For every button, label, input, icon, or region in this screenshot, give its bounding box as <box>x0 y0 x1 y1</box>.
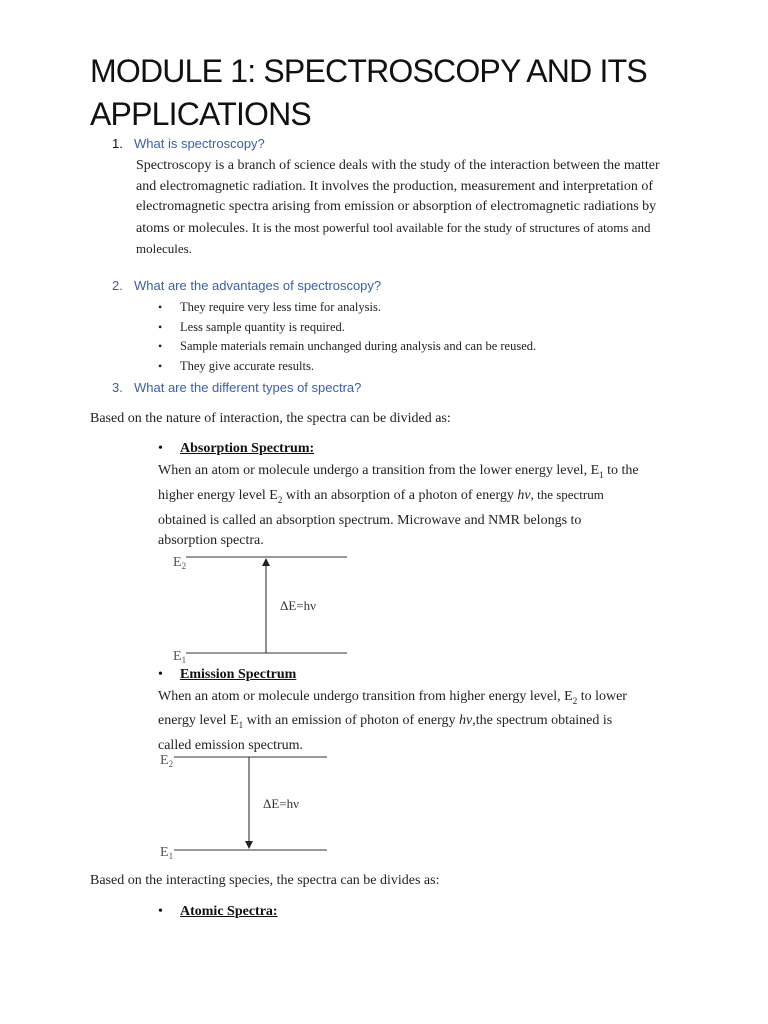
question-3-text: What are the different types of spectra? <box>134 380 362 395</box>
emission-e2-sub: 2 <box>168 759 174 769</box>
atomic-spectra-heading: • Atomic Spectra: <box>158 904 278 920</box>
emission-description <box>158 687 698 756</box>
absorption-delta-label: ΔE=hν <box>280 598 317 613</box>
interaction-intro: Based on the nature of interaction, the spectra can be divided as: <box>90 411 451 426</box>
emission-e1-label <box>160 845 173 861</box>
absorption-e2-sub: 2 <box>181 561 187 571</box>
absorption-line-2-sub: 2 <box>277 495 283 506</box>
absorption-line-2 <box>158 485 698 510</box>
question-2-number: 2. <box>112 278 123 293</box>
emission-delta-label: ΔE=hν <box>263 796 300 811</box>
absorption-line-2-c: , the spectrum <box>530 487 604 503</box>
list-item: • They require very less time for analysis. <box>158 298 536 318</box>
page-title: MODULE 1: SPECTROSCOPY AND ITS APPLICATIONS <box>90 53 647 132</box>
emission-line-2-hv: hν <box>459 713 473 729</box>
advantages-list <box>158 298 536 376</box>
emission-e1-sub: 1 <box>168 851 174 861</box>
absorption-line-1-sub: 1 <box>599 469 604 480</box>
emission-line-3: called emission spectrum. <box>158 737 304 753</box>
absorption-description <box>158 461 698 552</box>
species-intro: Based on the interacting species, the spectra can be divides as: <box>90 873 440 888</box>
question-1-text: What is spectroscopy? <box>134 136 265 151</box>
list-item: • Less sample quantity is required. <box>158 318 536 338</box>
absorption-line-1-text: When an atom or molecule undergo a transition from the lower energy level, E <box>158 463 600 478</box>
absorption-line-4: absorption spectra. <box>158 533 264 549</box>
absorption-diagram <box>173 555 347 665</box>
list-item: • Sample materials remain unchanged during analysis and can be reused. <box>158 337 536 357</box>
absorption-line-2-b: with an absorption of a photon of energy <box>282 488 518 504</box>
emission-e1-letter: E <box>160 845 169 860</box>
answer-1 <box>136 156 676 261</box>
emission-line-2-a: energy level E <box>158 713 239 729</box>
absorption-e1-label <box>173 649 186 665</box>
emission-line-1-a: When an atom or molecule undergo transition from higher energy level, E <box>158 689 573 704</box>
absorption-e2-letter: E <box>173 555 182 570</box>
emission-diagram <box>160 753 327 861</box>
emission-e2-letter: E <box>160 753 169 768</box>
question-1-number: 1. <box>112 136 123 151</box>
absorption-e1-letter: E <box>173 649 182 664</box>
question-3 <box>112 380 361 395</box>
emission-line-2-c: ,the spectrum obtained is <box>472 713 613 729</box>
question-3-number: 3. <box>112 380 123 395</box>
absorption-e2-label <box>173 555 186 571</box>
absorption-e1-sub: 1 <box>181 655 187 665</box>
absorption-heading: • Absorption Spectrum: <box>158 441 314 457</box>
answer-1-main: Spectroscopy is a branch of science deals with the study of the interaction between the matter and electromagnetic radiation. It involves the production, measurement and interpretation of electromagnetic spectra arising from emission or absorption of electromagnetic radiations by atoms or molecules. <box>136 158 660 236</box>
emission-line-1 <box>158 687 698 711</box>
absorption-line-3: obtained is called an absorption spectrum. Microwave and NMR belongs to <box>158 512 582 528</box>
question-1 <box>112 136 265 151</box>
emission-line-1-b: to lower <box>577 689 627 704</box>
absorption-line-1-end: to the <box>603 463 639 478</box>
emission-line-2-b: with an emission of photon of energy <box>243 713 460 729</box>
absorption-line-1 <box>158 461 698 485</box>
emission-line-2-sub: 1 <box>238 720 244 731</box>
question-2 <box>112 278 381 293</box>
answer-1-extra: It is the most powerful tool available for the study of structures of atoms and molecules. <box>136 219 651 256</box>
absorption-line-2-a: higher energy level E <box>158 488 278 504</box>
question-2-text: What are the advantages of spectroscopy? <box>134 278 382 293</box>
emission-line-2 <box>158 711 698 735</box>
emission-line-1-sub: 2 <box>572 695 578 706</box>
emission-heading: • Emission Spectrum <box>158 667 296 683</box>
absorption-line-2-hv: hν <box>517 488 531 504</box>
list-item: • They give accurate results. <box>158 357 536 377</box>
